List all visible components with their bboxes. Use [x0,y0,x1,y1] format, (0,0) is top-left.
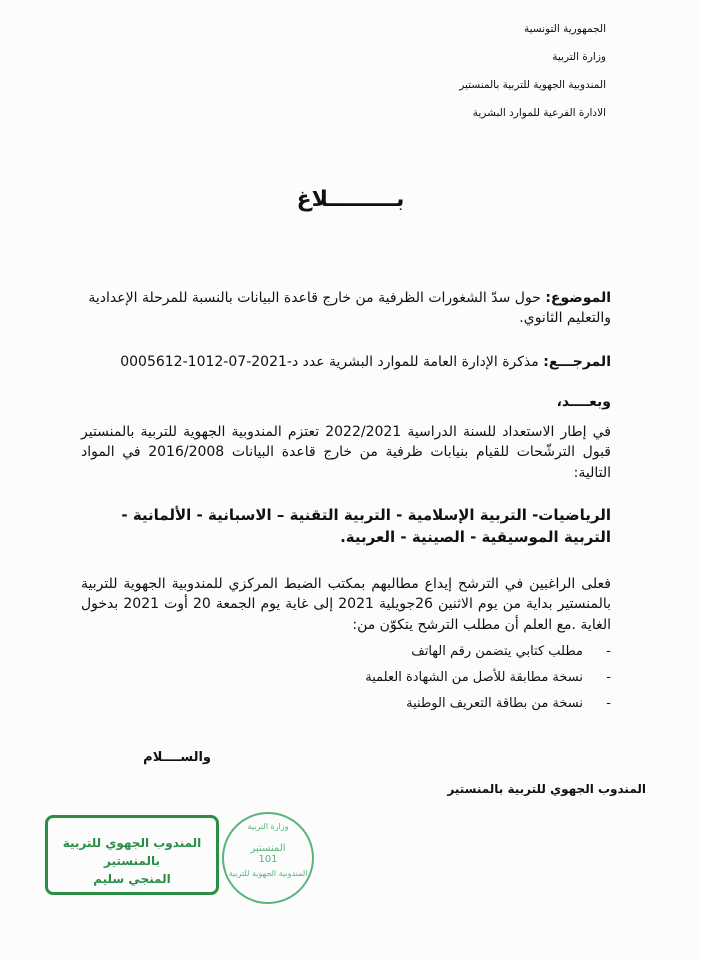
letterhead [346,24,606,136]
subjects-list: الرياضيات- التربية الإسلامية - التربية التقنية – الاسبانية - الألمانية - التربية الموسيقية - الصينية - العربية. [121,506,611,546]
closing-salutation: والســــلام [143,750,211,765]
regional-office: المندوبية الجهوية للتربية بالمنستير [459,79,606,91]
round-stamp-top: وزارة التربية [247,822,289,831]
reference-text: مذكرة الإدارة العامة للموارد البشرية عدد د-2021-07-1012-0005612 [120,354,539,370]
reference-label: المرجـــع: [543,354,611,370]
official-stamp [45,815,219,895]
stamp-text: المندوب الجهوي للتربية بالمنستير المنجي سليم [62,836,202,886]
list-item: - مطلب كتابي يتضمن رقم الهاتف [411,644,611,659]
round-official-stamp [222,812,314,904]
conditions-paragraph: فعلى الراغبين في الترشح إيداع مطالبهم بمكتب الضبط المركزي للمندوبية الجهوية للتربية بالمنستير بداية من يوم الاثنين 26جويلية 2021 إلى غاية يوم الجمعة 20 أوت 2021 بدخول الغاية .مع العلم أن مطلب الترشح يتكوّن من: [81,576,612,633]
intro-paragraph: في إطار الاستعداد للسنة الدراسية 2022/2021 تعتزم المندوبية الجهوية للتربية بالمنستير قبول الترشّحات للقيام بنيابات ظرفية من خارج قاعدة البيانات 2016/2008 في المواد التالية: [81,424,611,481]
page-title: بـــــــــلاغ [296,186,405,212]
list-item: - نسخة من بطاقة التعريف الوطنية [406,696,611,711]
list-item: - نسخة مطابقة للأصل من الشهادة العلمية [365,670,611,685]
subject-label: الموضوع: [545,290,611,306]
greeting: وبعــــد، [556,394,611,410]
signature-title: المندوب الجهوي للتربية بالمنستير [447,782,646,796]
republic-name: الجمهورية التونسية [524,23,606,35]
round-stamp-number: 101 [258,854,278,865]
required-documents [271,644,611,722]
ministry-name: وزارة التربية [552,51,606,63]
round-stamp-middle: المنستير [250,843,286,854]
subject-text: حول سدّ الشغورات الظرفية من خارج قاعدة البيانات بالنسبة للمرحلة الإعدادية والتعليم الثانوي. [88,290,611,327]
reference-line [81,352,611,372]
department-name: الادارة الفرعية للموارد البشرية [472,107,606,119]
round-stamp-bottom: المندوبية الجهوية للتربية [228,869,308,878]
subject-line [81,288,611,329]
